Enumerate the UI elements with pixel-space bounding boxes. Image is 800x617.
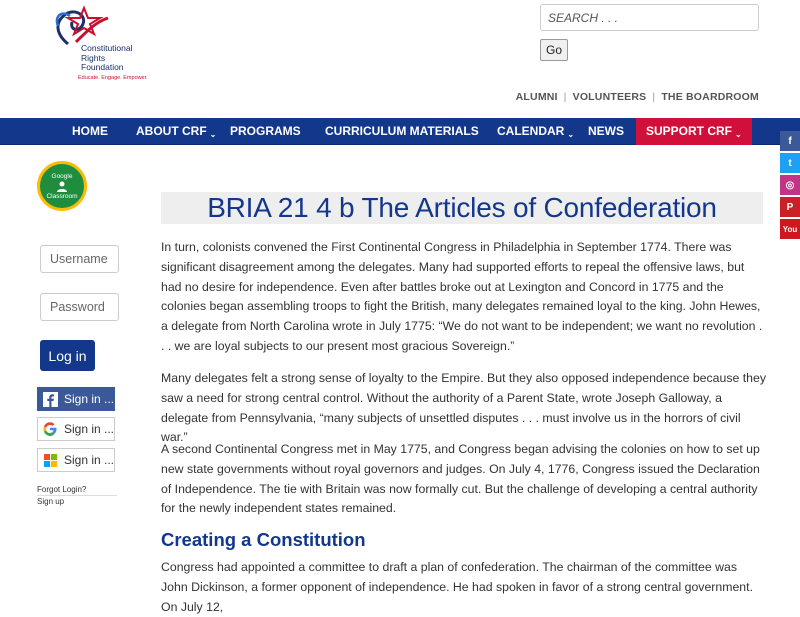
nav-news[interactable]: [588, 118, 624, 145]
signin-google-label: Sign in ...: [63, 422, 114, 436]
alumni-link[interactable]: ALUMNI: [515, 91, 558, 103]
facebook-icon[interactable]: [780, 131, 800, 151]
signin-google-button[interactable]: [37, 417, 115, 441]
section-heading: Creating a Constitution: [161, 529, 366, 550]
article-paragraph: A second Continental Congress met in May 1775, and Congress began advising the colonies on how to set up new state governments without royal governors and judges. On July 4, 1776, Congress issued the Declaration of Independence. The tie with Britain was now formally cut. But the challenge of developing a central authority for the newly independent states remained.: [161, 442, 760, 516]
instagram-glyph: ◎: [785, 179, 795, 191]
youtube-icon[interactable]: [780, 219, 800, 239]
twitter-glyph: t: [788, 157, 792, 169]
instagram-icon[interactable]: [780, 175, 800, 195]
login-button[interactable]: Log in: [40, 340, 95, 371]
page-title: BRIA 21 4 b The Articles of Confederation: [207, 192, 717, 223]
article-paragraph: Many delegates felt a strong sense of loyalty to the Empire. But they also opposed independence because they saw a need for strong central control. Without the authority of a Parent State, wrote Joseph Galloway, a delegate from Pennsylvania, “many subjects of unsettled disputes . . . must involve us in the horrors of civil war.”: [161, 371, 766, 445]
pinterest-icon[interactable]: [780, 197, 800, 217]
nav-curriculum-materials[interactable]: [325, 118, 479, 145]
separator: |: [563, 91, 567, 103]
signin-facebook-button[interactable]: [37, 387, 115, 411]
volunteers-link[interactable]: VOLUNTEERS: [572, 91, 647, 103]
classroom-person-icon: [55, 181, 69, 192]
google-classroom-button[interactable]: [37, 161, 87, 211]
main-nav: [0, 118, 800, 145]
google-classroom-label: Google: [51, 172, 73, 180]
nav-about-label: ABOUT CRF: [136, 124, 207, 138]
nav-programs-label: PROGRAMS: [230, 124, 301, 138]
sign-up-link[interactable]: Sign up: [37, 497, 65, 506]
facebook-glyph: f: [788, 135, 792, 147]
nav-support-crf[interactable]: [636, 118, 752, 145]
google-icon: [43, 422, 58, 437]
youtube-glyph: You: [782, 224, 798, 234]
account-links: [37, 484, 117, 507]
nav-home[interactable]: [72, 118, 108, 145]
microsoft-icon: [43, 453, 58, 468]
nav-support-label: SUPPORT CRF: [646, 124, 733, 138]
separator: |: [652, 91, 656, 103]
facebook-icon: [43, 392, 58, 407]
crf-logo[interactable]: [48, 4, 168, 84]
nav-calendar-label: CALENDAR: [497, 124, 565, 138]
nav-news-label: NEWS: [588, 124, 624, 138]
twitter-icon[interactable]: [780, 153, 800, 173]
signin-microsoft-label: Sign in ...: [63, 453, 114, 467]
chevron-down-icon: ⌄: [567, 130, 575, 139]
logo-wordmark: [81, 44, 133, 73]
logo-tagline: Educate. Engage. Empower.: [78, 75, 148, 81]
nav-home-label: HOME: [72, 124, 108, 138]
password-field[interactable]: [40, 293, 119, 321]
logo-line: Constitutional: [81, 43, 133, 53]
logo-line: Rights: [81, 52, 106, 63]
go-button[interactable]: Go: [540, 39, 568, 61]
page-title-band: [161, 192, 763, 224]
signin-facebook-label: Sign in ...: [64, 392, 115, 406]
logo-line: Foundation: [81, 62, 124, 72]
username-field[interactable]: [40, 245, 119, 273]
article-paragraph: In turn, colonists convened the First Continental Congress in Philadelphia in September 1774. There was significant disagreement among the delegates. Many had supported efforts to repeal the offensive laws, but had no desire for independence. Even after battles broke out at Lexington and Concord in 1775 and the colonies began assembling troops to fight the British, many delegates remained loyal to the king. John Hewes, a delegate from North Carolina wrote in July 1775: “We do not want to be independent; we want no revolution . . . we are loyal subjects to our present most gracious Sovereign.”: [161, 240, 763, 353]
nav-about-crf[interactable]: [136, 118, 216, 145]
nav-programs[interactable]: [230, 118, 301, 145]
article-paragraph: Congress had appointed a committee to draft a plan of confederation. The chairman of the committee was John Dickinson, a former opponent of independence. He had spoken in favor of a strong central government. On July 12,: [161, 560, 753, 614]
chevron-down-icon: ⌄: [735, 130, 742, 139]
nav-curriculum-label: CURRICULUM MATERIALS: [325, 124, 479, 138]
search-input[interactable]: [540, 4, 759, 31]
pinterest-glyph: P: [786, 201, 794, 213]
utility-links: [516, 91, 759, 103]
boardroom-link[interactable]: THE BOARDROOM: [661, 91, 759, 103]
forgot-login-link[interactable]: Forgot Login?: [37, 484, 117, 496]
google-classroom-label: Classroom: [46, 192, 78, 200]
chevron-down-icon: ⌄: [209, 130, 217, 139]
nav-calendar[interactable]: [497, 118, 574, 145]
signin-microsoft-button[interactable]: [37, 448, 115, 472]
